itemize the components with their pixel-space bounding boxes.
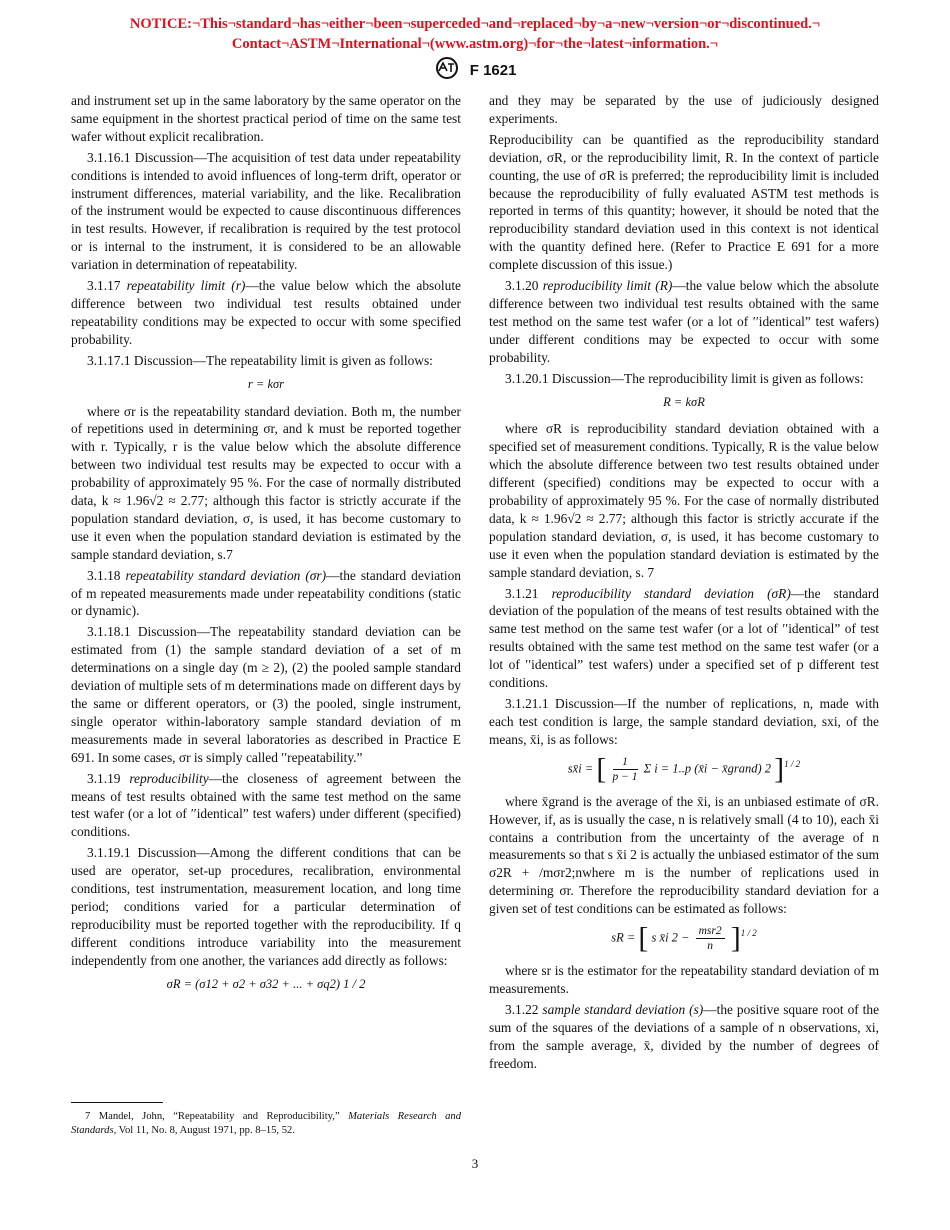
equation-sxi: sx̄i = [ $\frac{1}{p - 1}$ Σ i = 1..p (x̄i − x̄grand) 2 ]$^{1 / 2}$ (567, 752, 801, 786)
paragraph: 3.1.19.1 Discussion—Among the different conditions that can be used are operator, set-up procedures, recalibration, environmental conditions, test instrumentation, measurement location, and long time period; conditions varied for a particular determination of reproducibility must be reported together with the reproducibility. If q different conditions introduce variability into the measurement independently from one another, the variances add directly as follows: (71, 845, 461, 968)
term: reproducibility limit (R) (542, 278, 673, 294)
page-header (0, 57, 950, 81)
definition-paragraph: 3.1.21 reproducibility standard deviation (σR)—the standard deviation of the population of the means of test results obtained with the same test method on the same test wafer (or a lot of ′′identical” of test results obtained with the same test method on the same test wafer (or a lot of ′′identical” test wafers) under a specified set of p different test conditions. (489, 585, 879, 691)
paragraph: 3.1.16.1 Discussion—The acquisition of test data under repeatability conditions is intended to avoid influences of long-term drift, operator or instrument differences, material variability, and the like. Recalibration of the instrument would be expected to cause discontinuous differences in test results. However, if recalibration is required by the test protocol or is internal to the instrument, it is considered to be an allowable variation in determination of repeatability. (71, 149, 461, 273)
paragraph: where σr is the repeatability standard deviation. Both m, the number of repetitions used in determining σr, and k must be reported together with r. Typically, r is the value below which the absolute difference between two individual test results may be expected to occur with a probability of approximately 95 %. For the case of normally distributed data, k ≈ 1.96√2 ≈ 2.77; although this factor is strictly accurate if the population standard deviation, σ, is used, it has become customary to use it even when the population standard deviation is estimated by the sample standard deviation, s.7 (71, 403, 461, 562)
equation: r = kσr (247, 376, 285, 391)
paragraph: 3.1.18.1 Discussion—The repeatability standard deviation can be estimated from (1) the sample standard deviation of a set of m determinations on a single day (m ≥ 2), (2) the pooled sample standard deviation of multiple sets of m determinations made on different days by the same or different operators, or (3) the pooled, single instrument, single operator within-laboratory sample standard deviation of m measurements made in several laboratories as described in Practice E 691. In some cases, σr is simply called ′′repeatability.” (71, 624, 461, 765)
paragraph: 3.1.21.1 Discussion—If the number of replications, n, made with each test condition is large, the sample standard deviation, sxi, of the means, x̄i, is as follows: (489, 696, 879, 747)
footnote: 7 Mandel, John, “Repeatability and Reproducibility,” Materials Research and Standards, Vol 11, No. 8, August 1971, pp. 8–15, 52. (71, 1111, 462, 1136)
equation-sR: sR = [ s x̄i 2 − $\frac{\text{msr2}}{n}$ ]$^{1 / 2}$ (611, 921, 757, 955)
paragraph: where x̄grand is the average of the x̄i, is an unbiased estimate of σR. However, if, as is usually the case, n is relatively small (4 to 10), each x̄i contains a contribution from the uncertainty of the average of n measurements so that s x̄i 2 is actually the unbiased estimator of the sum σ2R + /mσr2;nwhere m is the number of replications used in determining σr. Therefore the reproducibility standard deviation for a given set of test conditions can be estimated as follows: (489, 793, 879, 917)
page-number: 3 (471, 1156, 479, 1171)
paragraph: 3.1.17.1 Discussion—The repeatability limit is given as follows: (87, 352, 433, 368)
paragraph: where sr is the estimator for the repeatability standard deviation of m measurements. (489, 963, 879, 996)
designation: F 1621 (469, 62, 517, 79)
notice-line-2: Contact¬ASTM¬International¬(www.astm.org)¬for¬the¬latest¬information.¬ (231, 36, 719, 52)
term: reproducibility standard deviation (σR) (551, 585, 791, 601)
definition-paragraph: 3.1.18 repeatability standard deviation (σr)—the standard deviation of m repeated measurements made under repeatability conditions (static or dynamic). (71, 567, 462, 619)
definition-paragraph: 3.1.17 repeatability limit (r)—the value below which the absolute difference between two individual test results obtained under repeatability conditions may be expected to occur with some specified probability. (71, 278, 461, 347)
paragraph: Reproducibility can be quantified as the reproducibility standard deviation, σR, or the reproducibility limit, R. In the context of particle counting, the use of σR is preferred; the reproducibility limit is included because the reproducibility of fully evaluated ASTM test methods is reported in terms of this quantity; however, it should be noted that the reproducibility standard deviation used in this context is not identical with the quantity defined here. (Refer to Practice E 691 for a more complete discussion of this issue.) (489, 131, 879, 273)
equation: R = kσR (663, 394, 705, 409)
definition-paragraph: 3.1.19 reproducibility—the closeness of agreement between the means of test results obtained with the same test method on the same test wafer (or a lot of ′′identical” test wafers) under different (specified) conditions. (71, 770, 461, 840)
paragraph: 3.1.20.1 Discussion—The reproducibility limit is given as follows: (505, 370, 864, 386)
term: reproducibility (129, 770, 209, 786)
notice-banner (0, 14, 950, 54)
definition-paragraph: 3.1.22 sample standard deviation (s)—the positive square root of the sum of the squares of the deviations of a sample of n observations, xi, from the sample average, x̄, divided by the number of degrees of freedom. (489, 1001, 880, 1071)
paragraph: where σR is reproducibility standard deviation obtained with a specified set of measurement conditions. Typically, R is the value below which the absolute difference between two test results obtained under different (specified) conditions may be expected to occur with a probability of approximately 95 %. For the case of normally distributed data, k ≈ 1.96√2 ≈ 2.77; although this factor is strictly accurate if the population standard deviation, σ, is used, it has become customary to use it even when the population standard deviation is estimated by the sample standard deviation, s. 7 (489, 421, 879, 580)
astm-logo-icon (434, 57, 460, 79)
definition-paragraph: 3.1.20 reproducibility limit (R)—the value below which the absolute difference between two individual test results obtained with the same test method on the same test wafer (or a lot of ′′identical” test wafers) under different conditions may be expected to occur with some probability. (489, 278, 879, 365)
paragraph: and instrument set up in the same laboratory by the same operator on the same equipment in the shortest practical period of time on the same test wafer without explicit recalibration. (71, 93, 461, 144)
term: repeatability limit (r) (126, 278, 246, 294)
paragraph: and they may be separated by the use of judiciously designed experiments. (489, 93, 879, 126)
equation: σR = (σ12 + σ2 + σ32 + ... + σq2) 1 / 2 (166, 976, 366, 991)
notice-line-1: NOTICE:¬This¬standard¬has¬either¬been¬superceded¬and¬replaced¬by¬a¬new¬version¬or¬discontinued.¬ (129, 16, 821, 32)
right-column (489, 92, 879, 1076)
term: repeatability standard deviation (σr) (125, 567, 327, 583)
footnote-rule (71, 1102, 163, 1103)
term: sample standard deviation (s) (542, 1001, 704, 1017)
left-column (71, 92, 461, 1003)
